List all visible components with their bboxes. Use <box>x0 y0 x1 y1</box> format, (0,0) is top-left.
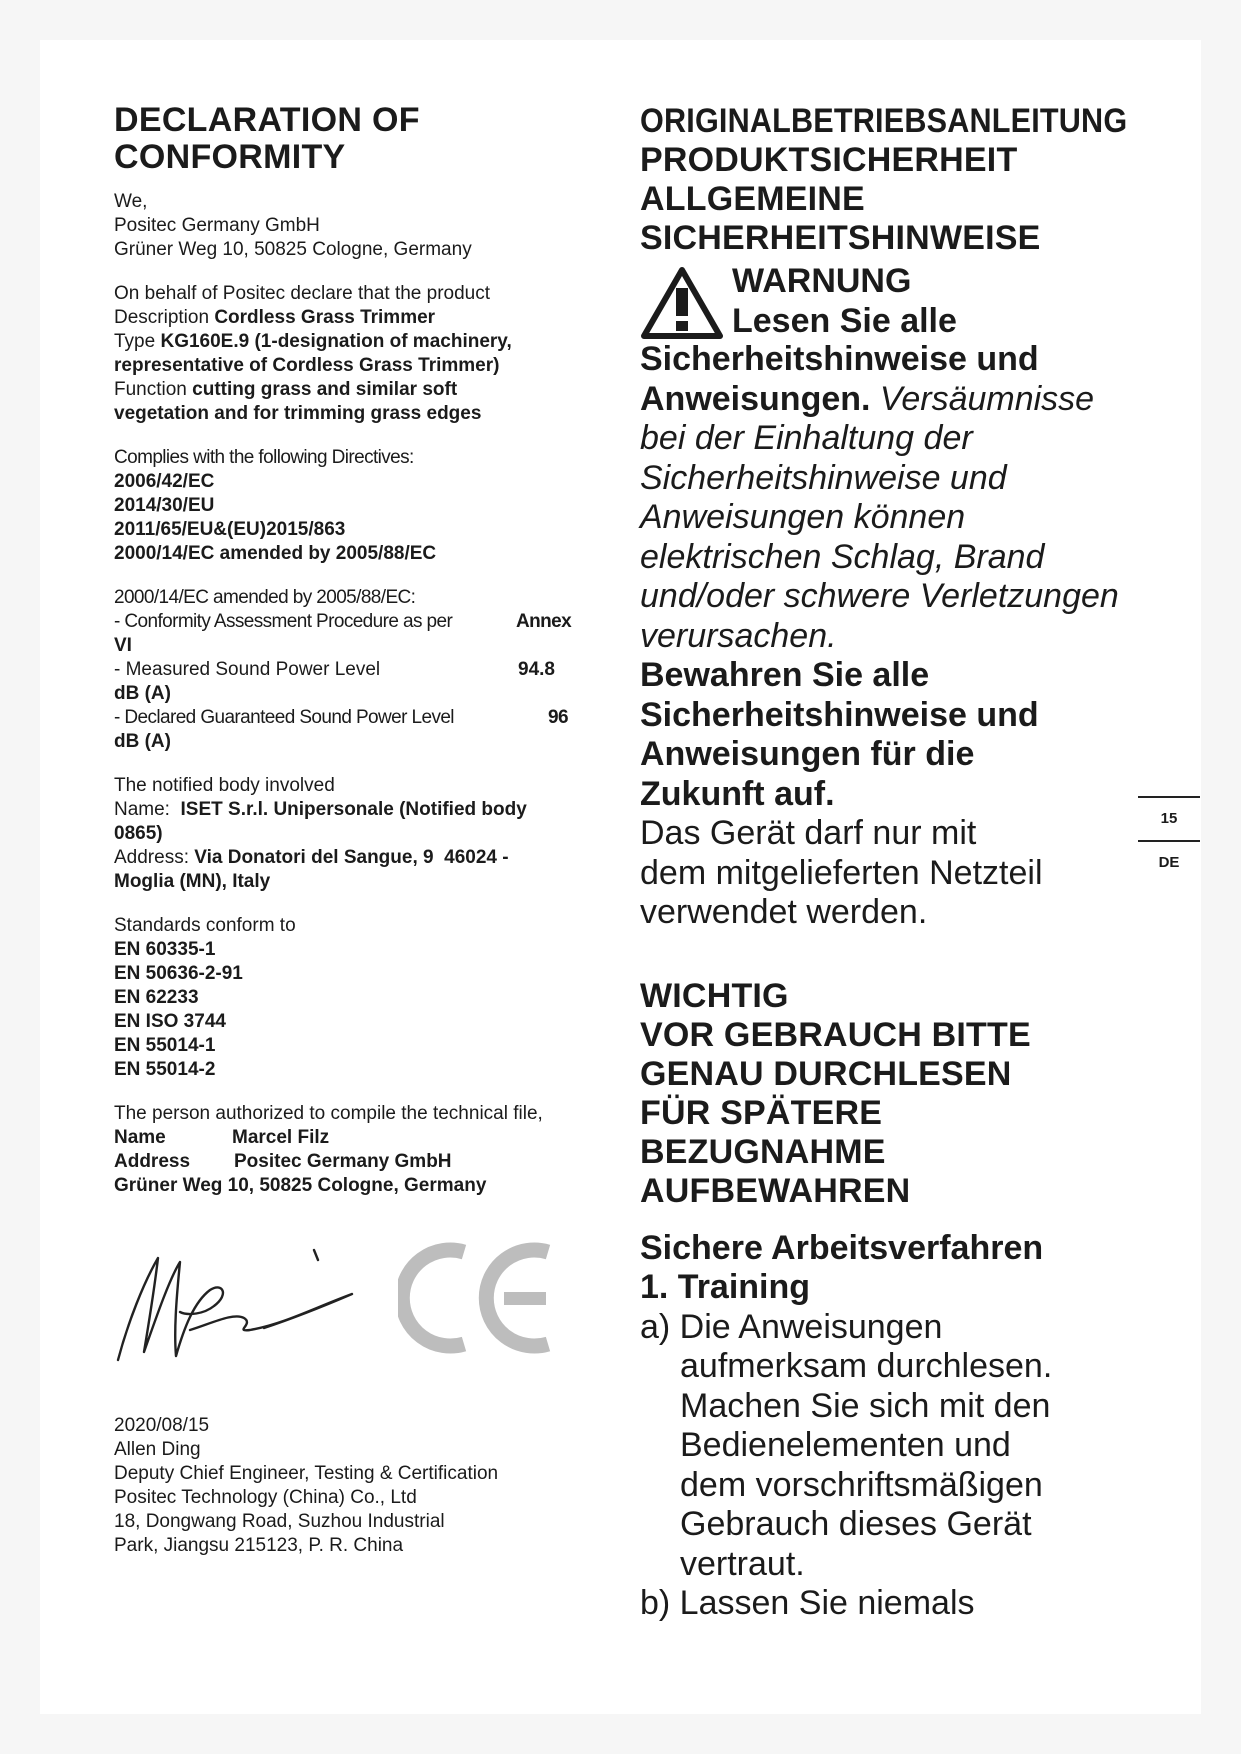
safety-column <box>640 102 1140 1624</box>
signer-title: Deputy Chief Engineer, Testing & Certification <box>114 1463 499 1484</box>
list-item-a-cont: dem vorschriftsmäßigen <box>680 1465 1043 1504</box>
warning-text <box>732 262 957 341</box>
authorized-name-label: Name <box>114 1127 166 1148</box>
signer-block <box>114 1414 614 1558</box>
type-label: Type <box>114 331 161 352</box>
declaration-column <box>114 102 614 1578</box>
directives-heading: Complies with the following Directives: <box>114 447 414 468</box>
warning-triangle-icon <box>640 266 724 340</box>
function-value: cutting grass and similar soft <box>192 379 458 400</box>
measured-unit: dB (A) <box>114 683 171 704</box>
notified-body-block <box>114 774 614 894</box>
subsection-title: 1. Training <box>640 1268 811 1306</box>
important-line: GENAU DURCHLESEN <box>640 1054 1012 1093</box>
warning-italic-text: Versäumnisse <box>870 379 1095 418</box>
title-line: CONFORMITY <box>114 138 346 176</box>
warning-block <box>640 262 1140 340</box>
signer-name: Allen Ding <box>114 1439 201 1460</box>
product-type <box>114 330 614 354</box>
product-intro: On behalf of Positec declare that the product <box>114 283 491 304</box>
important-line: AUFBEWAHREN <box>640 1171 911 1210</box>
declared-label: - Declared Guaranteed Sound Power Level <box>114 707 454 728</box>
ce-mark-image <box>398 1240 558 1356</box>
authorized-heading: The person authorized to compile the technical file, <box>114 1103 543 1124</box>
general-heading: ALLGEMEINE <box>640 180 865 218</box>
declaration-title <box>114 102 614 176</box>
safety-warnings-heading: SICHERHEITSHINWEISE <box>640 219 1041 257</box>
standard-item: EN 62233 <box>114 987 199 1008</box>
signature-area <box>114 1228 614 1378</box>
important-heading: WICHTIG <box>640 976 789 1015</box>
keep-instructions-line: Zukunft auf. <box>640 774 835 813</box>
important-line: VOR GEBRAUCH BITTE <box>640 1015 1031 1054</box>
language-code: DE <box>1158 854 1180 871</box>
standard-item: EN ISO 3744 <box>114 1011 226 1032</box>
standards-block <box>114 914 614 1082</box>
product-safety-heading: PRODUKTSICHERHEIT <box>640 141 1018 179</box>
warning-label: WARNUNG <box>732 262 912 300</box>
measured-label: - Measured Sound Power Level <box>114 659 381 680</box>
notified-name-cont: 0865) <box>114 823 163 844</box>
power-supply-note: dem mitgelieferten Netzteil <box>640 853 1043 892</box>
list-item-a-cont: Bedienelementen und <box>680 1426 1011 1464</box>
product-function <box>114 378 614 402</box>
function-label: Function <box>114 379 193 400</box>
keep-instructions-line: Sicherheitshinweise und <box>640 695 1039 734</box>
notified-address-label: Address: <box>114 847 195 868</box>
warning-italic-line: verursachen. <box>640 616 837 655</box>
warning-italic-line: und/oder schwere Verletzungen <box>640 577 1119 615</box>
notified-address-value: Via Donatori del Sangue, 9 46024 - <box>194 847 509 868</box>
type-value: KG160E.9 (1-designation of machinery, <box>160 331 512 352</box>
signer-company: Positec Technology (China) Co., Ltd <box>114 1487 417 1508</box>
original-instructions-heading: ORIGINALBETRIEBSANLEITUNG <box>640 102 1128 140</box>
signer-address: Park, Jiangsu 215123, P. R. China <box>114 1535 404 1556</box>
description-label: Description <box>114 307 215 328</box>
standard-item: EN 50636-2-91 <box>114 963 243 984</box>
keep-instructions-line: Anweisungen für die <box>640 735 975 773</box>
warning-italic-line: elektrischen Schlag, Brand <box>640 537 1045 576</box>
standards-heading: Standards conform to <box>114 915 296 936</box>
directive-item: 2014/30/EU <box>114 495 215 516</box>
declared-row <box>114 706 614 730</box>
declared-value: 96 <box>548 707 568 728</box>
signer-date: 2020/08/15 <box>114 1415 210 1436</box>
warning-line: Lesen Sie alle <box>732 301 957 340</box>
directive-item: 2000/14/EC amended by 2005/88/EC <box>114 543 437 564</box>
notified-heading: The notified body involved <box>114 775 335 796</box>
important-line: BEZUGNAHME <box>640 1132 886 1171</box>
list-item-a-cont: aufmerksam durchlesen. <box>680 1347 1053 1385</box>
page-side-tab <box>1138 796 1200 884</box>
list-item-a: a) Die Anweisungen <box>640 1307 943 1346</box>
directives-block <box>114 446 614 566</box>
conformity-row <box>114 610 614 634</box>
authorized-address-value: Positec Germany GmbH <box>234 1151 452 1172</box>
list-item-a-cont: vertraut. <box>680 1544 805 1583</box>
conformity-label: - Conformity Assessment Procedure as per <box>114 611 453 632</box>
page-number: 15 <box>1160 810 1178 827</box>
signature-image <box>114 1232 364 1372</box>
intro-line: We, <box>114 191 148 212</box>
noise-block <box>114 586 614 754</box>
standard-item: EN 55014-1 <box>114 1035 216 1056</box>
product-description <box>114 306 614 330</box>
measured-value: 94.8 <box>518 659 555 680</box>
authorized-address-row <box>114 1150 614 1174</box>
manufacturer-block <box>114 190 614 262</box>
list-item-a-cont: Gebrauch dieses Gerät <box>680 1505 1032 1543</box>
title-line: DECLARATION OF <box>114 101 420 139</box>
warning-italic-line: Anweisungen können <box>640 498 966 536</box>
authorized-address-cont: Grüner Weg 10, 50825 Cologne, Germany <box>114 1175 487 1196</box>
intro-line: Grüner Weg 10, 50825 Cologne, Germany <box>114 239 472 260</box>
measured-row <box>114 658 614 682</box>
power-supply-note: Das Gerät darf nur mit <box>640 814 977 852</box>
directive-item: 2006/42/EC <box>114 471 215 492</box>
conformity-value-cont: VI <box>114 635 132 656</box>
standard-item: EN 55014-2 <box>114 1059 216 1080</box>
notified-name-value: ISET S.r.l. Unipersonale (Notified body <box>180 799 527 820</box>
section-title: Sichere Arbeitsverfahren <box>640 1228 1044 1267</box>
warning-italic-line: Sicherheitshinweise und <box>640 458 1007 497</box>
type-value-cont: representative of Cordless Grass Trimmer) <box>114 355 500 376</box>
authorized-person-block <box>114 1102 614 1198</box>
notified-name-label: Name: <box>114 799 181 820</box>
warning-italic-line: bei der Einhaltung der <box>640 419 973 457</box>
function-value-cont: vegetation and for trimming grass edges <box>114 403 482 424</box>
power-supply-note: verwendet werden. <box>640 893 928 931</box>
description-value: Cordless Grass Trimmer <box>214 307 436 328</box>
intro-line: Positec Germany GmbH <box>114 215 320 236</box>
warning-bold-text: Anweisungen. <box>640 379 871 418</box>
authorized-name-value: Marcel Filz <box>232 1127 330 1148</box>
directive-item: 2011/65/EU&(EU)2015/863 <box>114 519 346 540</box>
product-block <box>114 282 614 426</box>
noise-heading: 2000/14/EC amended by 2005/88/EC: <box>114 587 416 608</box>
notified-address-cont: Moglia (MN), Italy <box>114 871 271 892</box>
signer-address: 18, Dongwang Road, Suzhou Industrial <box>114 1511 445 1532</box>
warning-line <box>640 380 1140 420</box>
list-item-b: b) Lassen Sie niemals <box>640 1584 975 1622</box>
important-line: FÜR SPÄTERE <box>640 1093 883 1132</box>
declared-unit: dB (A) <box>114 731 171 752</box>
keep-instructions-line: Bewahren Sie alle <box>640 656 930 694</box>
standard-item: EN 60335-1 <box>114 939 216 960</box>
authorized-address-label: Address <box>114 1151 191 1172</box>
warning-line: Sicherheitshinweise und <box>640 340 1039 378</box>
list-item-a-cont: Machen Sie sich mit den <box>680 1386 1051 1425</box>
conformity-value: Annex <box>516 611 572 632</box>
authorized-name-row <box>114 1126 614 1150</box>
